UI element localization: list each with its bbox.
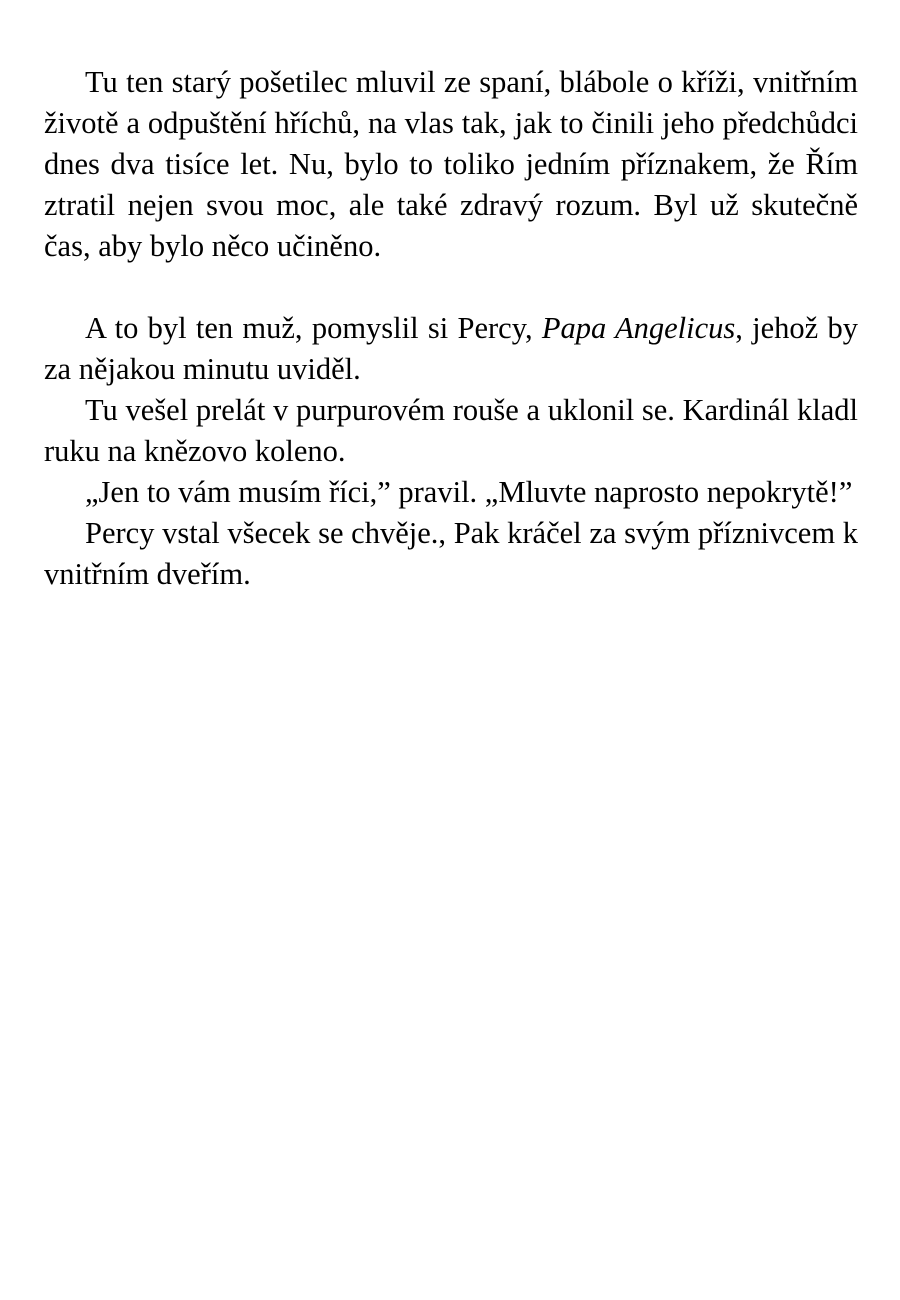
italic-title: Papa Angelicus: [541, 311, 736, 345]
paragraph-1: Tu ten starý pošetilec mluvil ze spaní, blábole o kříži, vnitřním životě a odpuštění hříchů, na vlas tak, jak to činili jeho předchůdci dnes dva tisíce let. Nu, bylo to toliko jedním příznakem, že Řím ztratil nejen svou moc, ale také zdravý rozum. Byl už skutečně čas, aby bylo něco učiněno.: [44, 65, 858, 263]
body-text: [44, 62, 858, 595]
paragraph-3: Tu vešel prelát v purpurovém rouše a uklonil se. Kardinál kladl ruku na knězovo koleno.: [44, 393, 858, 468]
paragraph-2-start: A to byl ten muž, pomyslil si Percy,: [85, 311, 542, 345]
paragraph-2-end: , jehož by za nějakou minutu uviděl.: [44, 311, 858, 386]
paragraph-2: [44, 308, 858, 390]
paragraph-5: Percy vstal všecek se chvěje., Pak kráčel za svým příznivcem k vnitřním dveřím.: [44, 516, 858, 591]
paragraph-4: „Jen to vám musím říci,” pravil. „Mluvte naprosto nepokrytě!”: [85, 475, 853, 509]
